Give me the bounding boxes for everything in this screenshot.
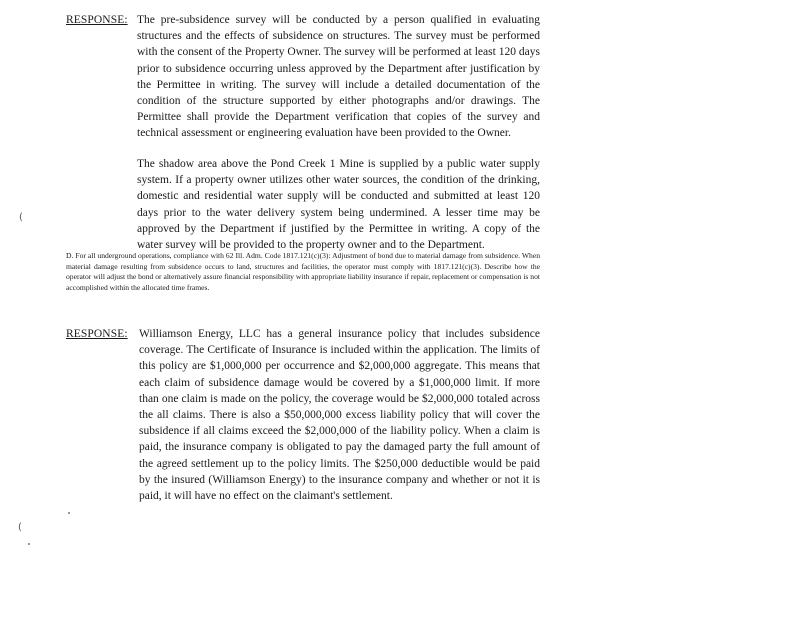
margin-mark-1: ( [19, 212, 23, 223]
response-2-paragraph: Williamson Energy, LLC has a general insurance policy that includes subsidence coverage. The Certificate of Insurance is included within the application. The limits of this policy are $1,000,000 per occurrence and $2,000,000 aggregate. This means that each claim of subsidence damage would be covered by a $1,000,000 limit. If more than one claim is made on the policy, the coverage would be $2,000,000 totaled across the all claims. There is also a $50,000,000 excess liability policy that will cover the subsidence if all claims exceed the $2,000,000 of the liability policy. When a claim is paid, the insurance company is obligated to pay the damaged party the full amount of the agreed settlement up to the policy limits. The $250,000 deductible would be paid by the insured (Williamson Energy) to the insurance company and whether or not it is paid, it will have no effect on the claimant's settlement. [139, 328, 540, 503]
response-1-paragraph-2: The shadow area above the Pond Creek 1 Mine is supplied by a public water supply system. If a property owner utilizes other water sources, the condition of the drinking, domestic and residential water supply will be conducted and submitted at least 120 days prior to the water delivery system being undermined. A lesser time may be approved by the Department if justified by the Permittee in writing. A copy of the water survey will be provided to the property owner and to the Department. [137, 158, 540, 252]
response-1-label: RESPONSE: [66, 14, 128, 26]
response-1-paragraph-1: The pre-subsidence survey will be conducted by a person qualified in evaluating structures and the effects of subsidence on structures. The survey must be performed with the consent of the Property Owner. The survey will be performed at least 120 days prior to subsidence occurring unless approved by the Department after justification by the Permittee in writing. The survey will include a detailed documentation of the condition of the structure supported by either photographs and/or drawings. The Permittee shall provide the Department verification that copies of the survey and technical assessment or engineering evaluation have been provided to the Owner. [137, 14, 540, 140]
margin-speck [68, 512, 70, 514]
margin-mark-2: ( [18, 522, 22, 533]
margin-speck [28, 543, 30, 545]
question-d-text: D. For all underground operations, compliance with 62 Ill. Adm. Code 1817.121(c)(3): Adjustment of bond due to material damage from subsidence. When material damage resulting from subsidence occurs to land, structures and facilities, the operator must comply with 1817.121(c)(3). Describe how the operator will adjust the bond or alternatively assure financial responsibility with appropriate liability insurance if repair, replacement or compensation is not accomplished within the allocated time frames. [66, 251, 540, 292]
response-2-label: RESPONSE: [66, 328, 128, 340]
